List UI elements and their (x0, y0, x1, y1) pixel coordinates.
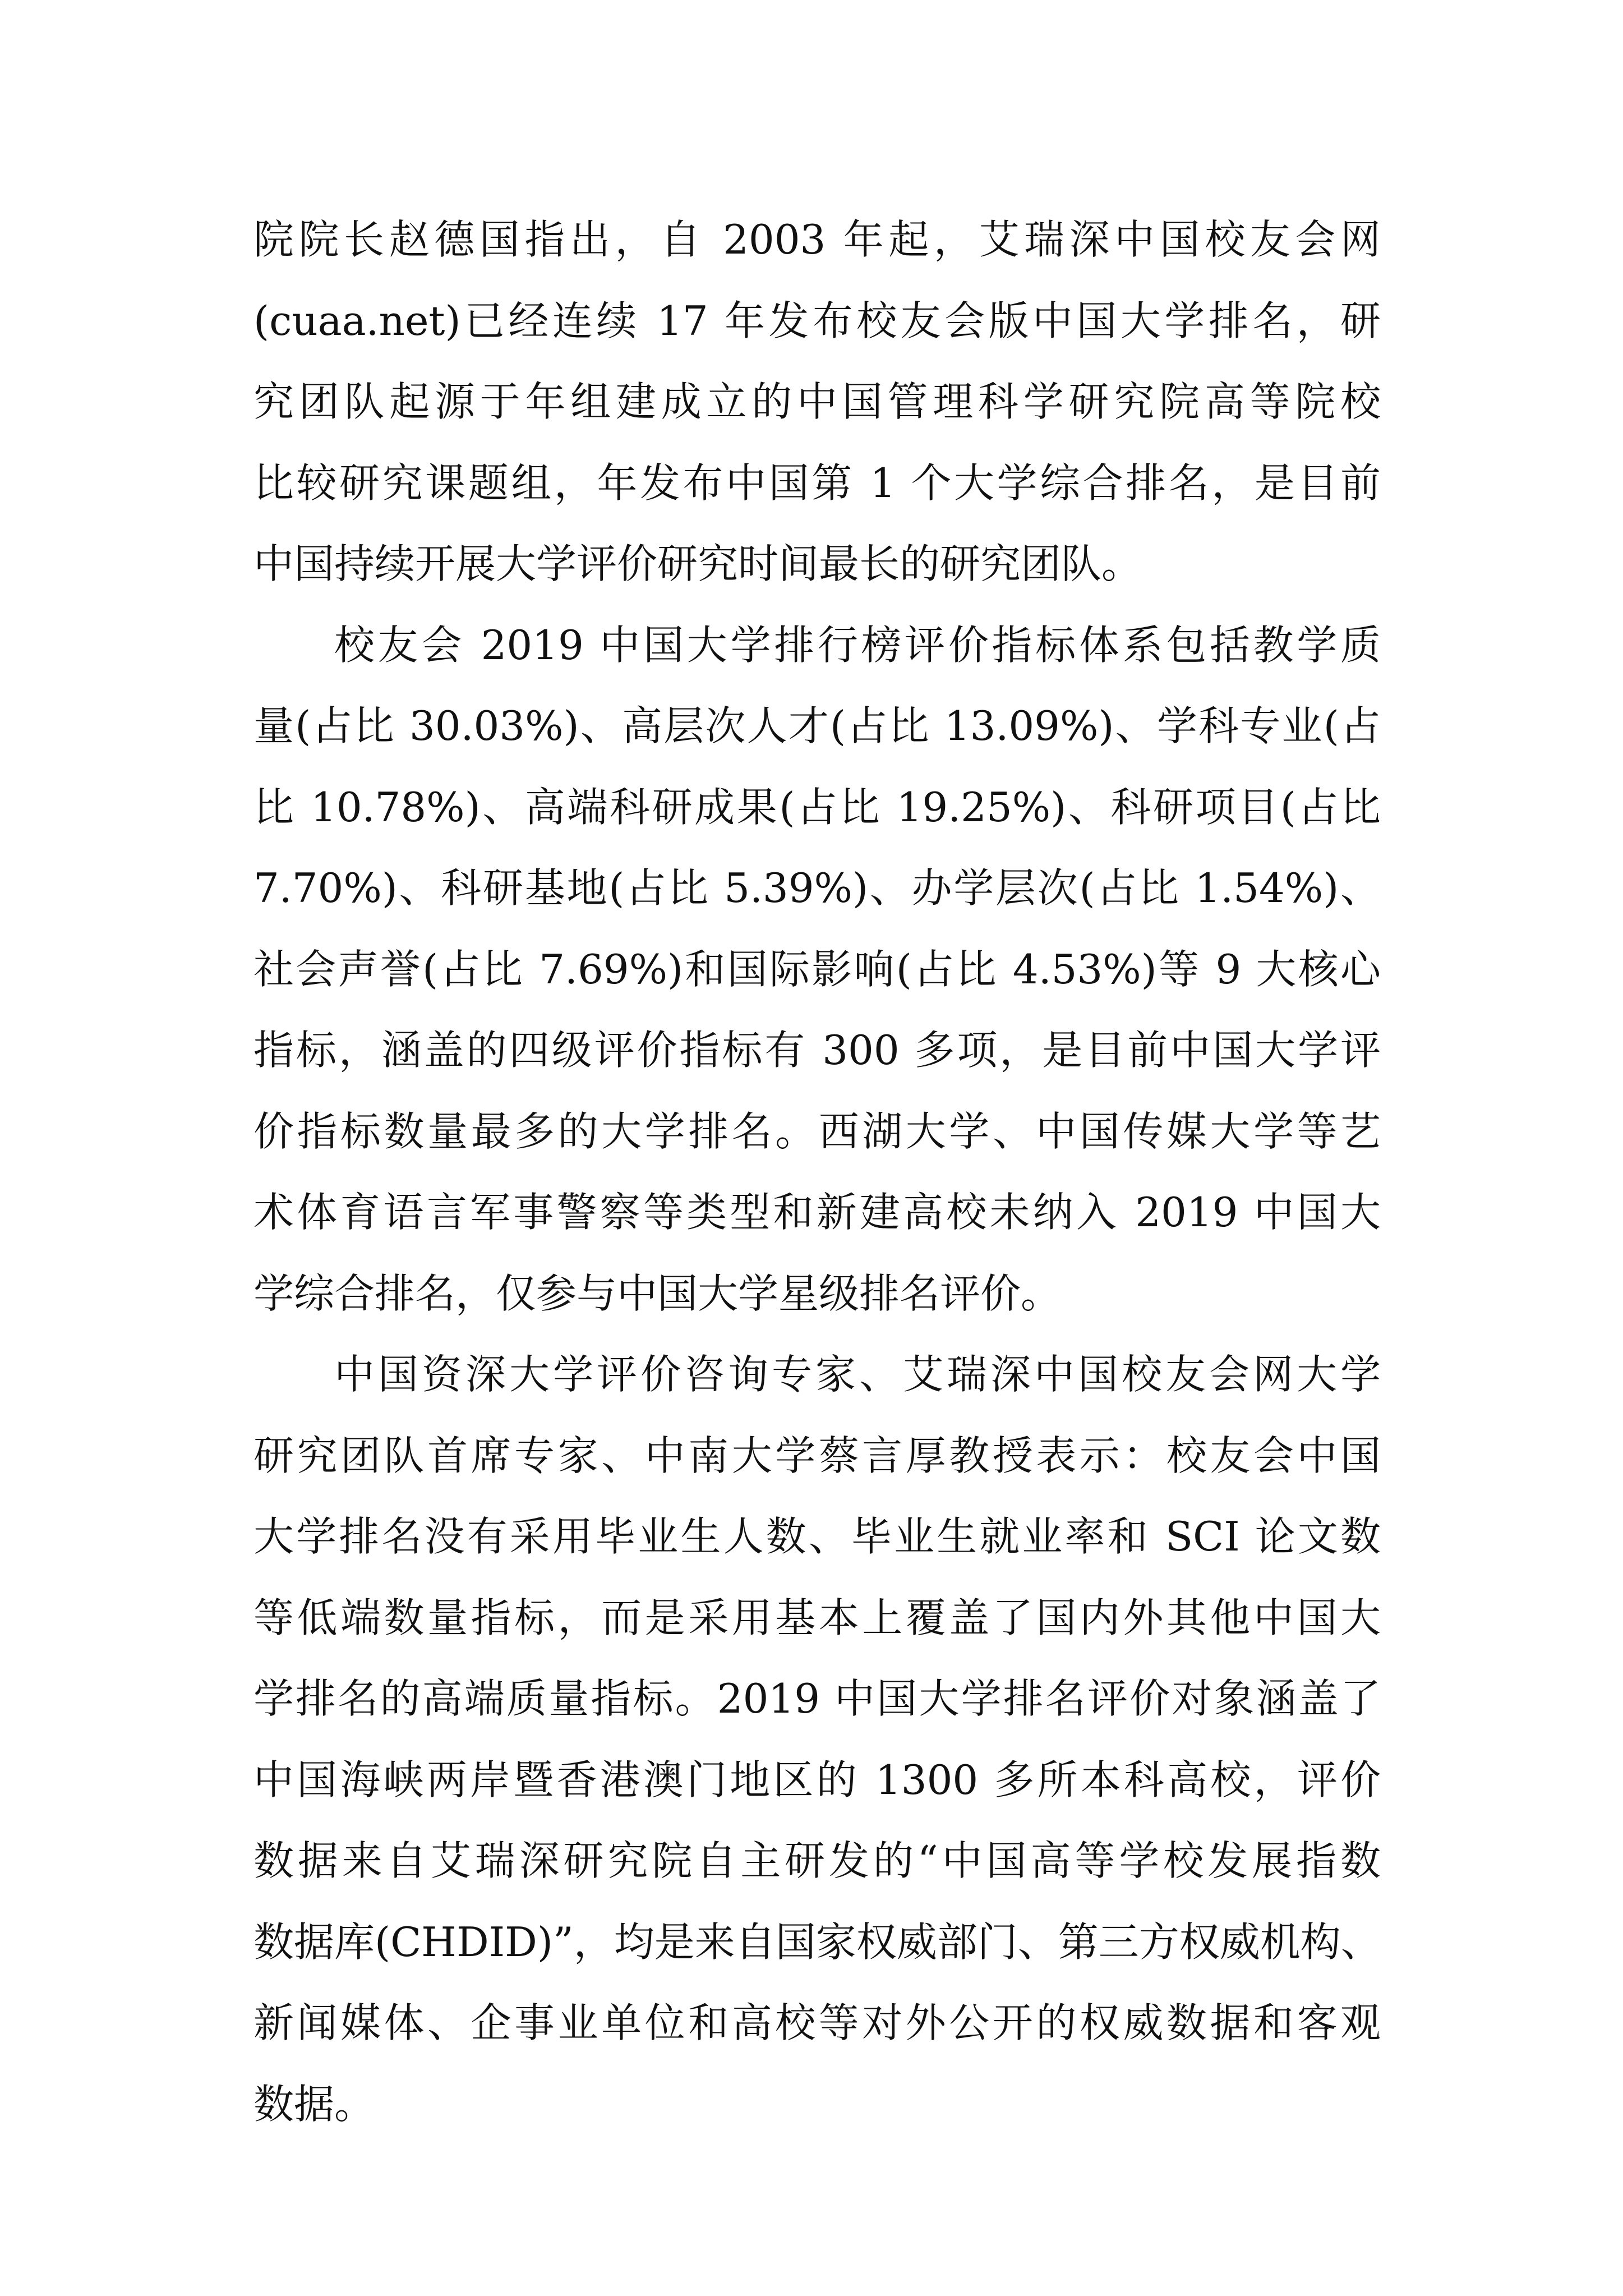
text-line: 比 10.78%)、高端科研成果(占比 19.25%)、科研项目(占比 (253, 783, 1381, 831)
text-line: 中国持续开展大学评价研究时间最长的研究团队。 (253, 540, 1142, 587)
text-line: 校友会 2019 中国大学排行榜评价指标体系包括教学质 (334, 621, 1381, 669)
paragraph-3 (253, 1334, 1381, 2145)
text-line: 中国资深大学评价咨询专家、艾瑞深中国校友会网大学 (334, 1351, 1381, 1398)
text-line: 数据。 (253, 2080, 375, 2128)
text-line: (cuaa.net)已经连续 17 年发布校友会版中国大学排名，研 (253, 297, 1381, 344)
text-line: 新闻媒体、企事业单位和高校等对外公开的权威数据和客观 (253, 1999, 1381, 2046)
text-line: 研究团队首席专家、中南大学蔡言厚教授表示：校友会中国 (253, 1432, 1381, 1479)
text-line: 量(占比 30.03%)、高层次人才(占比 13.09%)、学科专业(占 (253, 702, 1381, 749)
paragraph-2 (253, 605, 1381, 1335)
text-line: 价指标数量最多的大学排名。西湖大学、中国传媒大学等艺 (253, 1107, 1381, 1155)
text-line: 数据库(CHDID)”，均是来自国家权威部门、第三方权威机构、 (253, 1918, 1381, 1966)
text-line: 社会声誉(占比 7.69%)和国际影响(占比 4.53%)等 9 大核心 (253, 945, 1381, 993)
text-line: 术体育语言军事警察等类型和新建高校未纳入 2019 中国大 (253, 1189, 1381, 1236)
text-line: 院院长赵德国指出，自 2003 年起，艾瑞深中国校友会网 (253, 216, 1381, 263)
text-line: 数据来自艾瑞深研究院自主研发的“中国高等学校发展指数 (253, 1837, 1381, 1884)
document-body (253, 199, 1381, 2145)
text-line: 等低端数量指标，而是采用基本上覆盖了国内外其他中国大 (253, 1594, 1381, 1641)
text-line: 学排名的高端质量指标。2019 中国大学排名评价对象涵盖了 (253, 1675, 1381, 1722)
text-line: 指标，涵盖的四级评价指标有 300 多项，是目前中国大学评 (253, 1027, 1381, 1074)
text-line: 中国海峡两岸暨香港澳门地区的 1300 多所本科高校，评价 (253, 1756, 1381, 1803)
text-line: 学综合排名，仅参与中国大学星级排名评价。 (253, 1269, 1062, 1317)
paragraph-1 (253, 199, 1381, 605)
text-line: 7.70%)、科研基地(占比 5.39%)、办学层次(占比 1.54%)、 (253, 864, 1381, 912)
text-line: 大学排名没有采用毕业生人数、毕业生就业率和 SCI 论文数 (253, 1513, 1381, 1560)
text-line: 比较研究课题组，年发布中国第 1 个大学综合排名，是目前 (253, 459, 1381, 507)
text-line: 究团队起源于年组建成立的中国管理科学研究院高等院校 (253, 378, 1381, 425)
